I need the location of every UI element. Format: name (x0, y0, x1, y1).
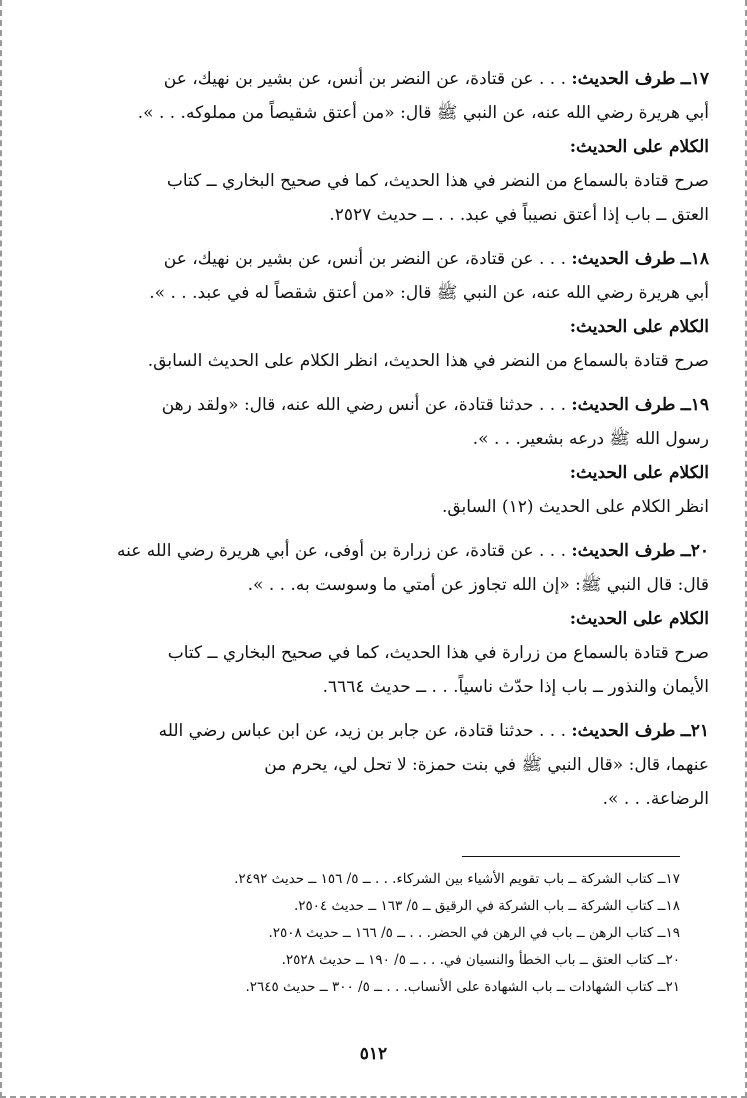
page-number: ٥١٢ (359, 1044, 388, 1064)
entry-text-line: أبي هريرة رضي الله عنه، عن النبي ﷺ قال: «من أعتق شقصاً له في عبد. . . ». (149, 283, 709, 303)
entry-text: . . . حدثنا قتادة، عن جابر بن زيد، عن ابن عباس رضي الله (158, 721, 572, 741)
footnote-20: ٢٠ــ كتاب العتق ــ باب الخطأ والنسيان في. . . ــ ٥/ ١٩٠ ــ حديث ٢٥٢٨. (281, 952, 680, 968)
entry-text-line: قال: قال النبي ﷺ: «إن الله تجاوز عن أمتي ما وسوست به. . . ». (247, 575, 709, 595)
kalam-heading: الكلام على الحديث: (569, 137, 709, 157)
commentary-line: انظر الكلام على الحديث (١٢) السابق. (441, 497, 709, 517)
hadith-entry-20 (47, 534, 709, 704)
footnote-21: ٢١ــ كتاب الشهادات ــ باب الشهادة على الأنساب. . . ــ ٥/ ٣٠٠ ــ حديث ٢٦٤٥. (245, 979, 680, 995)
commentary-line: صرح قتادة بالسماع من النضر في هذا الحديث، انظر الكلام على الحديث السابق. (147, 351, 709, 371)
kalam-heading: الكلام على الحديث: (569, 609, 709, 629)
hadith-entry-19 (47, 388, 709, 524)
footnote-19: ١٩ــ كتاب الرهن ــ باب في الرهن في الحضر. . . ــ ٥/ ١٦٦ ــ حديث ٢٥٠٨. (268, 925, 680, 941)
entry-text: . . . حدثنا قتادة، عن أنس رضي الله عنه، قال: «ولقد رهن (161, 395, 572, 415)
entry-number: ٢٠ــ (680, 541, 709, 561)
footnote-17: ١٧ــ كتاب الشركة ــ باب تقويم الأشياء بين الشركاء. . . ــ ٥/ ١٥٦ ــ حديث ٢٤٩٢. (234, 871, 680, 887)
entry-number: ١٧ــ (680, 69, 709, 89)
commentary-line: صرح قتادة بالسماع من زرارة في هذا الحديث، كما في صحيح البخاري ــ كتاب (167, 643, 709, 663)
kalam-heading: الكلام على الحديث: (569, 317, 709, 337)
main-text (47, 62, 709, 826)
hadith-entry-21 (47, 714, 709, 816)
hadith-entry-18 (47, 242, 709, 378)
entry-text: . . . عن قتادة، عن النضر بن أنس، عن بشير بن نهيك، عن (163, 249, 572, 269)
entry-line (47, 388, 709, 422)
entry-text-line: رسول الله ﷺ درعه بشعير. . . ». (472, 429, 709, 449)
entry-number: ١٩ــ (680, 395, 709, 415)
footnote-divider (462, 856, 680, 857)
entry-number: ١٨ــ (680, 249, 709, 269)
entry-number: ٢١ــ (680, 721, 709, 741)
entry-text-line: أبي هريرة رضي الله عنه، عن النبي ﷺ قال: «من أعتق شقيصاً من مملوكه. . . ». (137, 103, 709, 123)
entry-line (47, 714, 709, 748)
entry-line (47, 534, 709, 568)
commentary-line: العتق ــ باب إذا أعتق نصيباً في عبد. . . ــ حديث ٢٥٢٧. (329, 205, 709, 225)
entry-label: طرف الحديث: (571, 69, 676, 89)
entry-label: طرف الحديث: (571, 395, 676, 415)
entry-line (47, 62, 709, 96)
commentary-line: صرح قتادة بالسماع من النضر في هذا الحديث، كما في صحيح البخاري ــ كتاب (166, 171, 709, 191)
entry-text-line: عنهما، قال: «قال النبي ﷺ في بنت حمزة: لا تحل لي، يحرم من (264, 755, 709, 775)
entry-text: . . . عن قتادة، عن زرارة بن أوفى، عن أبي هريرة رضي الله عنه (117, 541, 572, 561)
footnotes (60, 866, 680, 1001)
entry-text-line: الرضاعة. . . ». (602, 789, 709, 809)
entry-label: طرف الحديث: (571, 721, 676, 741)
footnote-18: ١٨ــ كتاب الشركة ــ باب الشركة في الرقيق ــ ٥/ ١٦٣ ــ حديث ٢٥٠٤. (293, 898, 680, 914)
entry-label: طرف الحديث: (571, 249, 676, 269)
entry-label: طرف الحديث: (571, 541, 676, 561)
hadith-entry-17 (47, 62, 709, 232)
entry-line (47, 242, 709, 276)
entry-text: . . . عن قتادة، عن النضر بن أنس، عن بشير بن نهيك، عن (163, 69, 572, 89)
kalam-heading: الكلام على الحديث: (569, 463, 709, 483)
commentary-line: الأيمان والنذور ــ باب إذا حدّث ناسياً. . . ــ حديث ٦٦٦٤. (322, 677, 709, 697)
